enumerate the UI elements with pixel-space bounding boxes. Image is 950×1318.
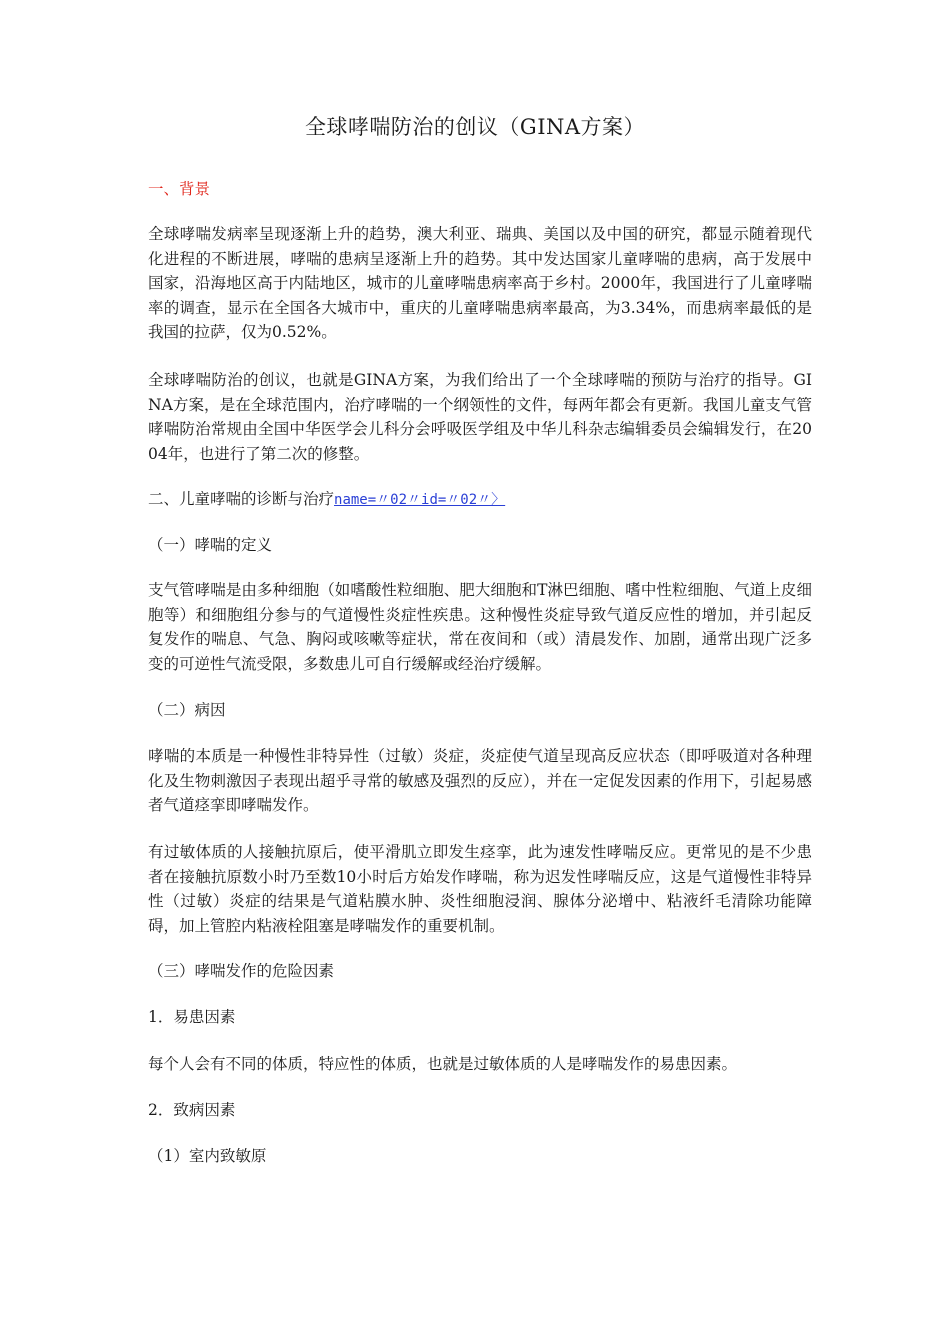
paragraph-prevalence: 全球哮喘发病率呈现逐渐上升的趋势，澳大利亚、瑞典、美国以及中国的研究，都显示随着现代化进程的不断进展，哮喘的患病呈逐渐上升的趋势。其中发达国家儿童哮喘的患病，高于发展中国家，沿海地区高于内陆地区，城市的儿童哮喘患病率高于乡村。2000年，我国进行了儿童哮喘率的调查，显示在全国各大城市中，重庆的儿童哮喘患病率最高，为3.34%，而患病率最低的是我国的拉萨，仅为0.52%。 [148, 225, 812, 341]
list-item-indoor-allergens: （1）室内致敏原 [148, 1147, 267, 1165]
section-heading-background: 一、背景 [148, 180, 211, 198]
paragraph-etiology: 哮喘的本质是一种慢性非特异性（过敏）炎症，炎症使气道呈现高反应状态（即呼吸道对各种理化及生物刺激因子表现出超乎寻常的敏感及强烈的反应），并在一定促发因素的作用下，引起易感者气道痉挛即哮喘发作。 [148, 747, 812, 814]
list-item-pathogenic-factors: 2．致病因素 [148, 1101, 236, 1119]
paragraph-susceptibility: 每个人会有不同的体质，特应性的体质，也就是过敏体质的人是哮喘发作的易患因素。 [148, 1055, 738, 1073]
paragraph-definition: 支气管哮喘是由多种细胞（如嗜酸性粒细胞、肥大细胞和T淋巴细胞、嗜中性粒细胞、气道上皮细胞等）和细胞组分参与的气道慢性炎症性疾患。这种慢性炎症导致气道反应性的增加，并引起反复发作的喘息、气急、胸闷或咳嗽等症状，常在夜间和（或）清晨发作、加剧，通常出现广泛多变的可逆性气流受限，多数患儿可自行缓解或经治疗缓解。 [148, 581, 812, 673]
section-heading-diagnosis-text: 二、儿童哮喘的诊断与治疗 [148, 490, 335, 508]
document-title: 全球哮喘防治的创议（GINA方案） [304, 115, 646, 139]
paragraph-reaction: 有过敏体质的人接触抗原后，使平滑肌立即发生痉挛，此为速发性哮喘反应。更常见的是不少患者在接触抗原数小时乃至数10小时后方始发作哮喘，称为迟发性哮喘反应，这是气道慢性非特异性（过敏）炎症的结果是气道粘膜水肿、炎性细胞浸润、腺体分泌增中、粘液纤毛清除功能障碍，加上管腔内粘液栓阻塞是哮喘发作的重要机制。 [148, 843, 812, 935]
list-item-susceptibility: 1．易患因素 [148, 1008, 236, 1026]
subheading-etiology: （二）病因 [148, 701, 226, 719]
subheading-risk-factors: （三）哮喘发作的危险因素 [148, 962, 335, 980]
anchor-link[interactable]: name=〃02〃id=〃02〃〉 [334, 492, 506, 508]
subheading-definition: （一）哮喘的定义 [148, 536, 273, 554]
paragraph-gina: 全球哮喘防治的创议，也就是GINA方案，为我们给出了一个全球哮喘的预防与治疗的指导。GINA方案，是在全球范围内，治疗哮喘的一个纲领性的文件，每两年都会有更新。我国儿童支气管哮喘防治常规由全国中华医学会儿科分会呼吸医学组及中华儿科杂志编辑委员会编辑发行，在2004年，也进行了第二次的修整。 [148, 371, 812, 463]
section-heading-diagnosis [148, 488, 505, 511]
